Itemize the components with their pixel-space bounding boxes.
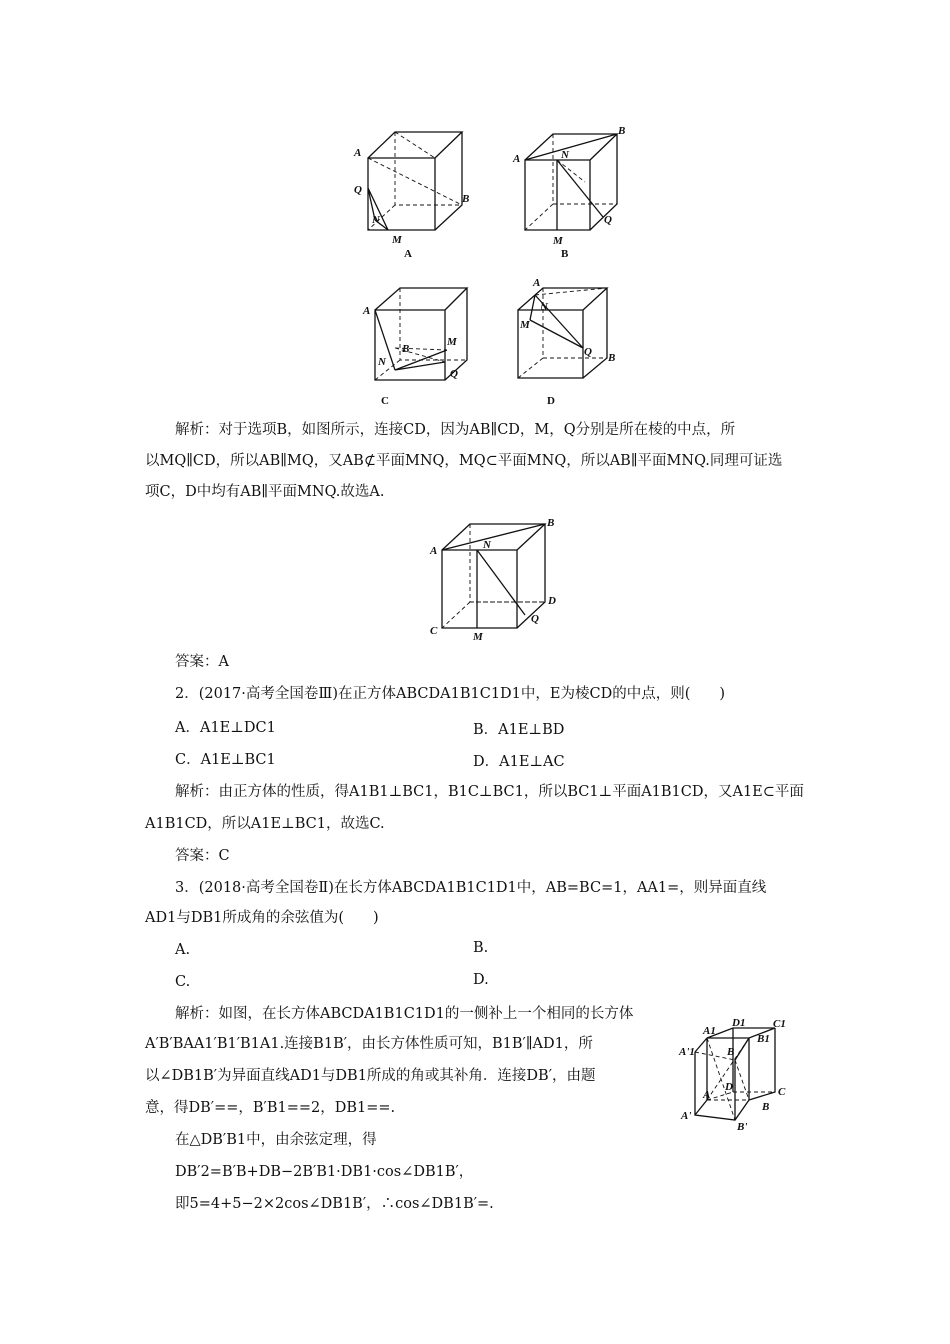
solution-line: 项C，D中均有AB∥平面MNQ.故选A. [145, 484, 385, 500]
label: C1 [773, 1018, 786, 1030]
label: B' [737, 1121, 748, 1133]
solution-line: 以∠DB1B′为异面直线AD1与DB1所成的角或其补角．连接DB′，由题 [145, 1068, 596, 1084]
q3-option-c: C. [175, 974, 191, 990]
label: A'1 [679, 1046, 695, 1058]
question-3-stem: 3．(2018·高考全国卷Ⅱ)在长方体ABCDA1B1C1D1中，AB=BC=1，AA1=，则异面直线 [175, 880, 767, 896]
solution-line: 解析：对于选项B，如图所示，连接CD，因为AB∥CD，M，Q分别是所在棱的中点，所 [175, 422, 736, 438]
label: A [430, 545, 438, 557]
label: N [540, 301, 548, 313]
figure-caption: D [547, 395, 555, 407]
label: N [378, 356, 386, 368]
cube-figure-b [505, 120, 645, 265]
solution-line: 以MQ∥CD，所以AB∥MQ，又AB⊄平面MNQ，MQ⊂平面MNQ，所以AB∥平面MNQ.同理可证选 [145, 453, 783, 469]
label: A1 [703, 1025, 716, 1037]
q3-option-a: A. [175, 942, 191, 958]
figure-caption: A [404, 248, 412, 260]
label: A [354, 147, 362, 159]
label: B [402, 343, 410, 355]
label: Q [584, 346, 592, 358]
label: B [762, 1101, 770, 1113]
label: M [553, 235, 563, 247]
question-2-stem: 2．(2017·高考全国卷Ⅲ)在正方体ABCDA1B1C1D1中，E为棱CD的中点，则( ) [175, 686, 726, 702]
answer-1: 答案：A [175, 654, 229, 670]
label: B [618, 125, 626, 137]
cube-figure-solution [425, 512, 575, 642]
figure-caption: C [381, 395, 389, 407]
label: N [372, 214, 380, 226]
label: D [548, 595, 556, 607]
q3-option-b: B. [473, 940, 489, 956]
label: Q [450, 368, 458, 380]
q2-option-a: A．A1E⊥DC1 [175, 720, 276, 736]
cube-figure-d [505, 277, 645, 410]
label: N [483, 539, 491, 551]
label: B [547, 517, 555, 529]
label: D [725, 1081, 733, 1093]
label: A' [681, 1110, 692, 1122]
solution-line: A1B1CD，所以A1E⊥BC1，故选C. [145, 816, 385, 832]
label: A [363, 305, 371, 317]
q2-option-d: D．A1E⊥AC [473, 754, 565, 770]
label: Q [531, 613, 539, 625]
label: Q [354, 184, 362, 196]
label: B [608, 352, 616, 364]
q2-option-b: B．A1E⊥BD [473, 722, 565, 738]
label: B [727, 1046, 735, 1058]
cube-figure-a [340, 120, 480, 265]
box-figure [675, 1017, 800, 1135]
q2-option-c: C．A1E⊥BC1 [175, 752, 276, 768]
label: A [533, 277, 541, 289]
label: Q [604, 214, 612, 226]
label: C [778, 1086, 786, 1098]
label: M [473, 631, 483, 643]
answer-2: 答案：C [175, 848, 230, 864]
cube-figure-c [350, 280, 490, 410]
figure-caption: B [561, 248, 569, 260]
solution-line: 解析：由正方体的性质，得A1B1⊥BC1，B1C⊥BC1，所以BC1⊥平面A1B1CD，又A1E⊂平面 [175, 784, 804, 800]
label: C [430, 625, 438, 637]
label: A [703, 1089, 711, 1101]
label: D1 [732, 1017, 746, 1029]
solution-line: 在△DB′B1中，由余弦定理，得 [175, 1132, 377, 1148]
label: M [447, 336, 457, 348]
q3-option-d: D. [473, 972, 489, 988]
label: M [392, 234, 402, 246]
label: N [561, 149, 569, 161]
solution-line: 即5=4+5−2×2cos∠DB1B′，∴cos∠DB1B′=. [175, 1196, 494, 1212]
solution-line: 解析：如图，在长方体ABCDA1B1C1D1的一侧补上一个相同的长方体 [175, 1006, 634, 1022]
label: B1 [757, 1033, 770, 1045]
question-3-stem: AD1与DB1所成角的余弦值为( ) [145, 910, 379, 926]
label: A [513, 153, 521, 165]
solution-line: DB′2=B′B+DB−2B′B1·DB1·cos∠DB1B′， [175, 1164, 474, 1180]
solution-line: A′B′BAA1′B1′B1A1.连接B1B′，由长方体性质可知，B1B′∥AD1，所 [145, 1036, 593, 1052]
label: M [520, 319, 530, 331]
label: B [462, 193, 470, 205]
solution-line: 意，得DB′==，B′B1==2，DB1==. [145, 1100, 396, 1116]
